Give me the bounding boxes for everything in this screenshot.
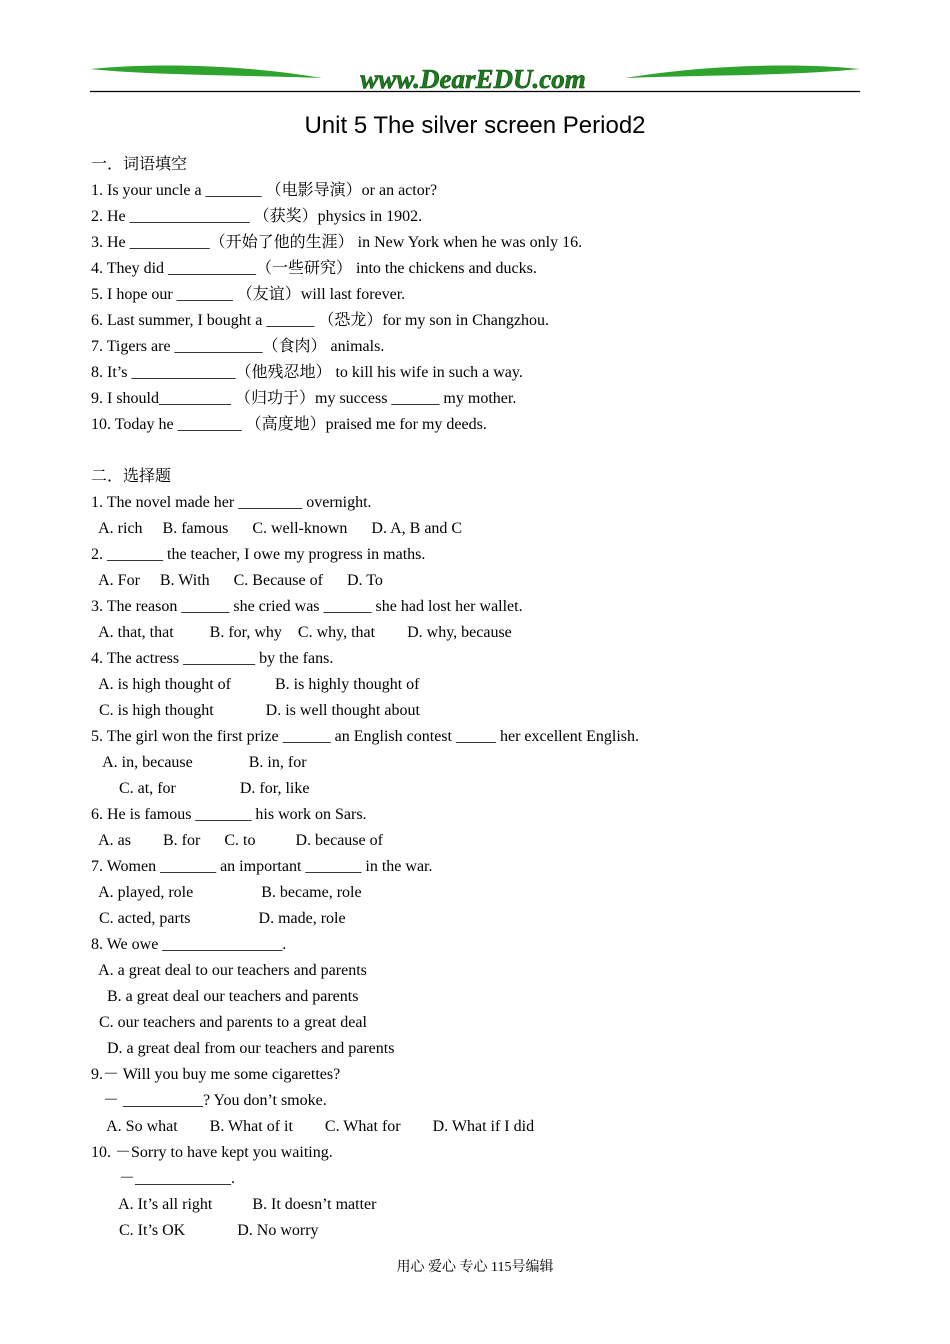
options-line: A. as B. for C. to D. because of	[91, 832, 383, 849]
question-line: 7. Women _______ an important _______ in the war.	[91, 858, 433, 875]
fill-in-item: 1. Is your uncle a _______ （电影导演）or an actor?	[91, 182, 438, 199]
options-line: C. acted, parts D. made, role	[91, 910, 346, 927]
page-footer: 用心 爱心 专心 115号编辑	[396, 1260, 554, 1275]
left-swoosh	[90, 66, 322, 78]
question-line: 4. The actress _________ by the fans.	[91, 650, 334, 667]
fill-in-item: 10. Today he ________ （高度地）praised me for my deeds.	[91, 416, 487, 433]
question-line: 8. We owe _______________.	[91, 936, 287, 953]
site-banner	[90, 60, 860, 94]
fill-in-item: 5. I hope our _______ （友谊）will last forever.	[91, 286, 406, 303]
section2-heading: 二．选择题	[91, 468, 172, 485]
fill-in-item: 9. I should_________ （归功于）my success ______ my mother.	[91, 390, 517, 407]
options-line: A. in, because B. in, for	[91, 754, 307, 771]
fill-in-item: 2. He _______________ （获奖）physics in 1902.	[91, 208, 423, 225]
fill-in-item: 7. Tigers are ___________（食肉） animals.	[91, 338, 385, 355]
options-line: D. a great deal from our teachers and parents	[91, 1040, 395, 1057]
question-line: － __________? You don’t smoke.	[91, 1092, 327, 1109]
options-line: A. It’s all right B. It doesn’t matter	[91, 1196, 377, 1213]
options-line: C. is high thought D. is well thought about	[91, 702, 420, 719]
options-line: A. So what B. What of it C. What for D. What if I did	[91, 1118, 535, 1135]
options-line: C. our teachers and parents to a great deal	[91, 1014, 367, 1031]
right-swoosh	[625, 66, 860, 78]
options-line: C. at, for D. for, like	[91, 780, 310, 797]
question-line: 6. He is famous _______ his work on Sars.	[91, 806, 367, 823]
question-line: 9.－ Will you buy me some cigarettes?	[91, 1066, 341, 1083]
question-line: 1. The novel made her ________ overnight.	[91, 494, 372, 511]
question-line: 2. _______ the teacher, I owe my progress in maths.	[91, 546, 426, 563]
fill-in-item: 4. They did ___________（一些研究） into the chickens and ducks.	[91, 260, 537, 277]
options-line: A. is high thought of B. is highly thought of	[91, 676, 420, 693]
options-line: A. a great deal to our teachers and parents	[91, 962, 367, 979]
question-line: 3. The reason ______ she cried was ______ she had lost her wallet.	[91, 598, 523, 615]
fill-in-item: 3. He __________（开始了他的生涯） in New York when he was only 16.	[91, 234, 583, 251]
page-title: Unit 5 The silver screen Period2	[304, 112, 646, 139]
options-line: B. a great deal our teachers and parents	[91, 988, 359, 1005]
options-line: C. It’s OK D. No worry	[91, 1222, 319, 1239]
fill-in-item: 6. Last summer, I bought a ______ （恐龙）for my son in Changzhou.	[91, 312, 549, 329]
question-line: 5. The girl won the first prize ______ an English contest _____ her excellent English.	[91, 728, 640, 745]
site-logo-text: www.DearEDU.com	[360, 64, 586, 94]
options-line: A. played, role B. became, role	[91, 884, 362, 901]
question-line: －____________.	[91, 1170, 236, 1187]
options-line: A. rich B. famous C. well-known D. A, B and C	[91, 520, 463, 537]
section1-heading: 一．词语填空	[91, 156, 188, 173]
options-line: A. that, that B. for, why C. why, that D. why, because	[91, 624, 512, 641]
fill-in-item: 8. It’s _____________（他残忍地） to kill his wife in such a way.	[91, 364, 523, 381]
options-line: A. For B. With C. Because of D. To	[91, 572, 383, 589]
question-line: 10. －Sorry to have kept you waiting.	[91, 1144, 333, 1161]
